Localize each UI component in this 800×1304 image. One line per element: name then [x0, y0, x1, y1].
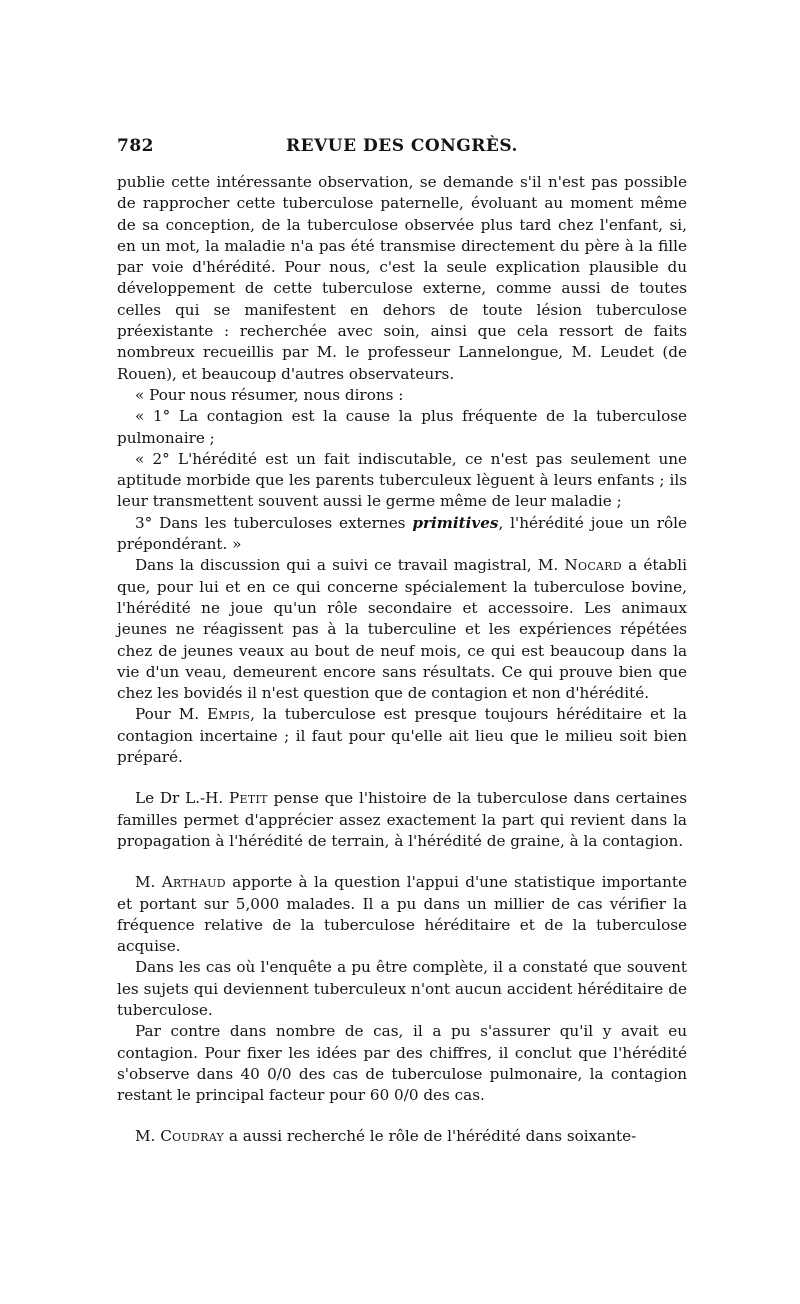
- name-nocard: Nocard: [564, 556, 622, 575]
- name-arthaud: Arthaud: [161, 873, 226, 892]
- arthaud-end: apporte à la question l'appui d'une statistique importante et portant sur 5,000 malades. Il a pu dans un millier de cas vérifier la fréquence relative de la tuberculose héréditaire et de la tuberculose acquise.: [117, 873, 687, 956]
- paragraph-point-2: « 2° L'hérédité est un fait indiscutable, ce n'est pas seulement une aptitude morbide que les parents tuberculeux lèguent à leurs enfants ; ils leur transmettent souvent aussi le germe même de leur maladie ;: [117, 449, 687, 511]
- petit-end: pense que l'histoire de la tuberculose dans certaines familles permet d'apprécier assez exactement la part qui revient dans la propagation à l'hérédité de terrain, à l'hérédité de graine, à la contagion.: [117, 789, 687, 850]
- emphasis-primitives: primitives: [412, 513, 499, 532]
- coudray-start: M.: [135, 1127, 161, 1146]
- point-3-end: , l'hérédité joue un rôle prépondérant. »: [117, 513, 688, 554]
- nocard-start: Dans la discussion qui a suivi ce travail magistral, M.: [135, 556, 565, 575]
- running-title: REVUE DES CONGRÈS.: [286, 136, 518, 156]
- paragraph-observation: publie cette intéressante observation, se demande s'il n'est pas possible de rapprocher cette tuberculose paternelle, évoluant au moment même de sa conception, de la tuberculose observée plus tard chez l'enfant, si, en un mot, la maladie n'a pas été transmise directement du père à la fille par voie d'hérédité. Pour nous, c'est la seule explication plausible du développement de cette tuberculose externe, comme aussi de toutes celles qui se manifestent en dehors de toute lésion tuberculose préexistante : recherchée avec soin, ainsi que cela ressort de faits nombreux recueillis par M. le professeur Lannelongue, M. Leudet (de Rouen), et beaucoup d'autres observateurs.: [117, 173, 687, 383]
- paragraph-petit: [117, 788, 687, 852]
- arthaud-start: M.: [135, 873, 162, 892]
- paragraph-contagion: Par contre dans nombre de cas, il a pu s'assurer qu'il y avait eu contagion. Pour fixer les idées par des chiffres, il conclut que l'hérédité s'observe dans 40 0/0 des cas de tuberculose pulmonaire, la contagion restant le principal facteur pour 60 0/0 des cas.: [117, 1022, 687, 1105]
- paragraph-summary-intro: « Pour nous résumer, nous dirons :: [135, 385, 404, 404]
- paragraph-nocard: [117, 555, 687, 704]
- running-head: [117, 136, 687, 162]
- paragraph-empis: [117, 704, 687, 768]
- paragraph-point-1: « 1° La contagion est la cause la plus fréquente de la tuberculose pulmonaire ;: [117, 407, 687, 447]
- empis-end: , la tuberculose est presque toujours héréditaire et la contagion incertaine ; il faut pour qu'elle ait lieu que le milieu soit bien préparé.: [117, 705, 687, 767]
- paragraph-point-3: [117, 513, 687, 556]
- paragraph-arthaud: [117, 872, 687, 957]
- petit-start: Le Dr L.-H.: [135, 789, 230, 808]
- body-text: [117, 172, 687, 1148]
- name-empis: Empis: [207, 705, 251, 724]
- page-number: 782: [117, 136, 154, 156]
- paragraph-coudray: [117, 1126, 687, 1147]
- nocard-end: a établi que, pour lui et en ce qui concerne spécialement la tuberculose bovine, l'hérédité ne joue qu'un rôle secondaire et accessoire. Les animaux jeunes ne réagissent pas à la tuberculine et les expériences répétées chez de jeunes veaux au bout de neuf mois, ce qui est beaucoup dans la vie d'un veau, demeurent encore sans résultats. Ce qui prouve bien que chez les bovidés il n'est question que de contagion et non d'hérédité.: [117, 556, 687, 703]
- point-3-start: 3° Dans les tuberculoses externes: [135, 513, 413, 532]
- name-coudray: Coudray: [160, 1127, 225, 1146]
- empis-start: Pour M.: [135, 705, 208, 724]
- paragraph-enquete: Dans les cas où l'enquête a pu être complète, il a constaté que souvent les sujets qui deviennent tuberculeux n'ont aucun accident héréditaire de tuberculose.: [117, 958, 687, 1019]
- coudray-end: a aussi recherché le rôle de l'hérédité dans soixante-: [224, 1127, 637, 1146]
- name-petit: Petit: [229, 789, 268, 808]
